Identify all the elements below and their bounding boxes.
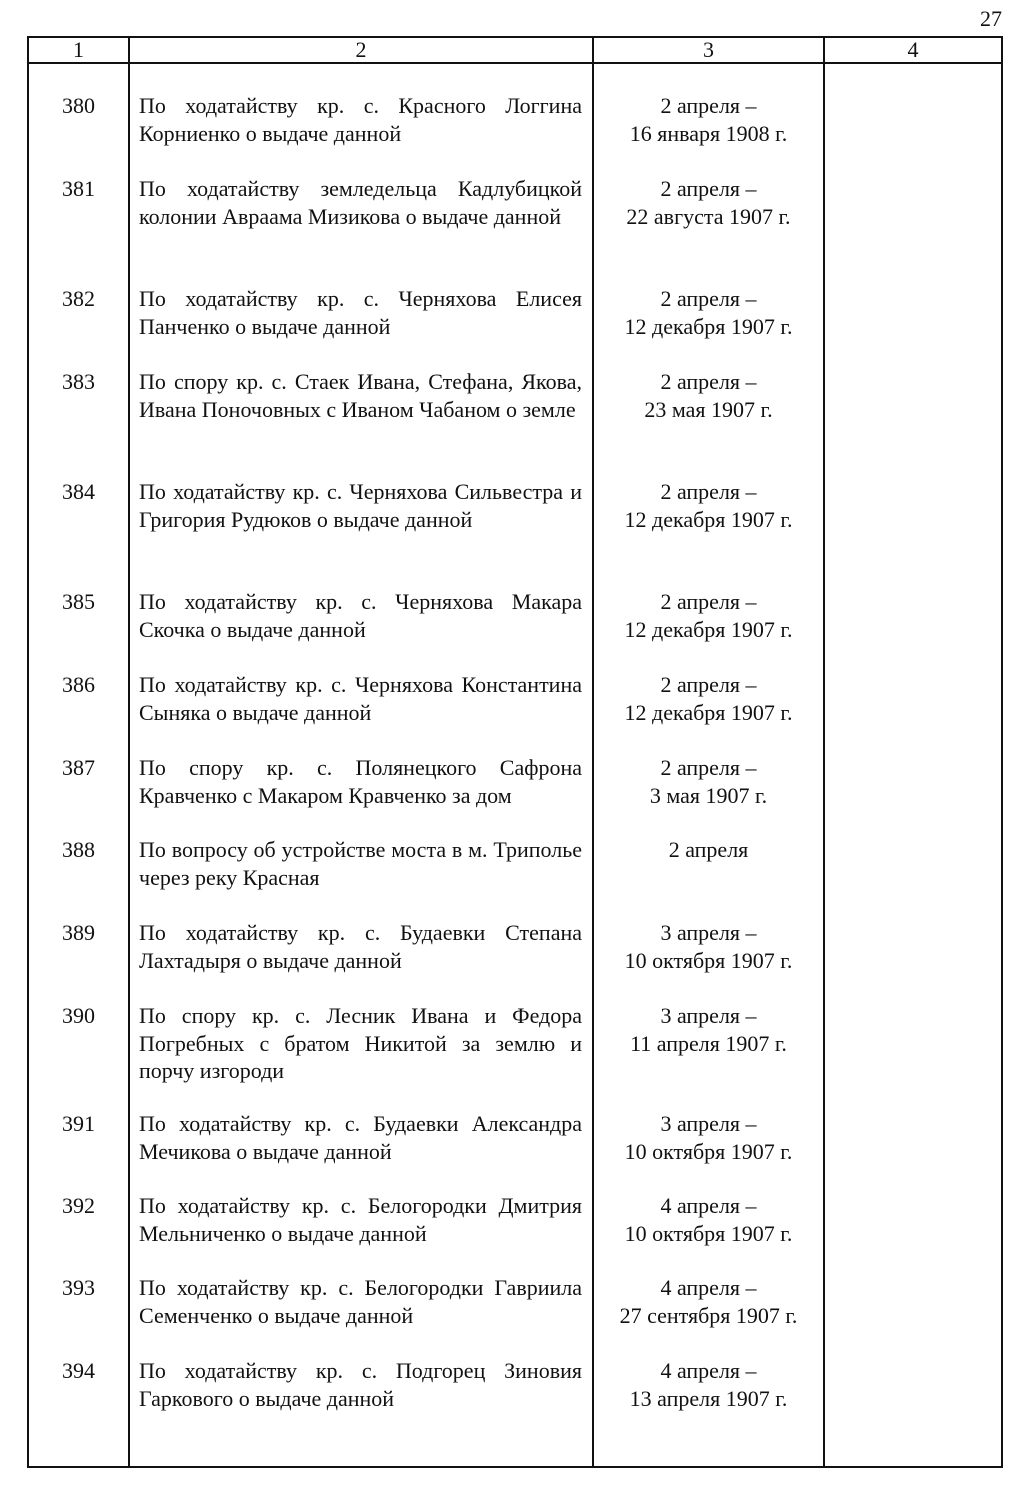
register-table xyxy=(27,36,1003,1468)
row-number: 390 xyxy=(62,1003,95,1028)
date-from: 3 апреля – xyxy=(660,920,757,945)
date-from: 2 апреля – xyxy=(660,479,757,504)
row-description: По ходатайству земледельца Кадлубицкой колонии Авраама Мизикова о выдаче данной xyxy=(139,176,582,229)
date-from: 2 апреля – xyxy=(660,286,757,311)
row-date xyxy=(594,285,823,340)
date-to: 10 октября 1907 г. xyxy=(624,1138,793,1164)
row-number: 383 xyxy=(62,369,95,394)
date-to: 10 октября 1907 г. xyxy=(624,1220,793,1246)
row-description: По ходатайству кр. с. Черняхова Елисея Панченко о выдаче данной xyxy=(139,286,582,339)
row-number: 385 xyxy=(62,589,95,614)
date-to: 16 января 1908 г. xyxy=(629,120,788,146)
date-from: 3 апреля – xyxy=(660,1003,757,1028)
column-divider xyxy=(823,38,825,1466)
row-date xyxy=(594,1357,823,1412)
row-description: По ходатайству кр. с. Черняхова Макара Скочка о выдаче данной xyxy=(139,589,582,642)
row-number: 380 xyxy=(62,93,95,118)
row-description: По спору кр. с. Лесник Ивана и Федора Погребных с братом Никитой за землю и порчу изгороди xyxy=(139,1003,582,1083)
date-from: 2 апреля – xyxy=(660,176,757,201)
row-number: 386 xyxy=(62,672,95,697)
date-to: 22 августа 1907 г. xyxy=(626,203,791,229)
date-from: 2 апреля xyxy=(668,837,749,862)
row-number: 393 xyxy=(62,1275,95,1300)
row-number: 394 xyxy=(62,1358,95,1383)
row-date xyxy=(594,175,823,230)
page-number: 27 xyxy=(980,6,1002,31)
row-date xyxy=(594,1110,823,1165)
header-divider xyxy=(29,62,1001,64)
row-number: 381 xyxy=(62,176,95,201)
date-from: 2 апреля – xyxy=(660,672,757,697)
row-date xyxy=(594,92,823,147)
row-date xyxy=(594,919,823,974)
date-to: 12 декабря 1907 г. xyxy=(624,699,793,725)
row-description: По ходатайству кр. с. Будаевки Александра Мечикова о выдаче данной xyxy=(139,1111,582,1164)
row-date xyxy=(594,836,823,864)
date-to: 13 апреля 1907 г. xyxy=(629,1385,788,1411)
row-description: По ходатайству кр. с. Красного Логгина Корниенко о выдаче данной xyxy=(139,93,582,146)
column-header-3: 3 xyxy=(703,37,714,62)
date-to: 3 мая 1907 г. xyxy=(649,782,768,808)
date-from: 2 апреля – xyxy=(660,369,757,394)
row-number: 389 xyxy=(62,920,95,945)
row-date xyxy=(594,368,823,423)
row-date xyxy=(594,671,823,726)
row-description: По вопросу об устройстве моста в м. Триполье через реку Красная xyxy=(139,837,582,890)
date-from: 4 апреля – xyxy=(660,1193,757,1218)
column-divider xyxy=(128,38,130,1466)
row-date xyxy=(594,1002,823,1057)
date-from: 3 апреля – xyxy=(660,1111,757,1136)
row-description: По ходатайству кр. с. Черняхова Константина Сыняка о выдаче данной xyxy=(139,672,582,725)
row-number: 384 xyxy=(62,479,95,504)
row-date xyxy=(594,1274,823,1329)
date-to: 11 апреля 1907 г. xyxy=(630,1030,787,1056)
date-to: 12 декабря 1907 г. xyxy=(624,616,793,642)
row-description: По ходатайству кр. с. Подгорец Зиновия Гаркового о выдаче данной xyxy=(139,1358,582,1411)
row-date xyxy=(594,1192,823,1247)
row-description: По спору кр. с. Стаек Ивана, Стефана, Якова, Ивана Поночовных с Иваном Чабаном о земле xyxy=(139,369,582,422)
date-from: 4 апреля – xyxy=(660,1275,757,1300)
date-from: 2 апреля – xyxy=(660,93,757,118)
row-description: По ходатайству кр. с. Белогородки Дмитрия Мельниченко о выдаче данной xyxy=(139,1193,582,1246)
date-from: 2 апреля – xyxy=(660,589,757,614)
date-to: 27 сентября 1907 г. xyxy=(619,1302,798,1328)
date-from: 2 апреля – xyxy=(660,755,757,780)
column-header-4: 4 xyxy=(907,37,919,62)
row-number: 387 xyxy=(62,755,95,780)
column-header-2: 2 xyxy=(355,37,367,62)
date-to: 12 декабря 1907 г. xyxy=(624,506,793,532)
row-description: По ходатайству кр. с. Черняхова Сильвестра и Григория Рудюков о выдаче данной xyxy=(139,479,582,532)
date-to: 23 мая 1907 г. xyxy=(644,396,773,422)
row-number: 388 xyxy=(62,837,95,862)
row-description: По спору кр. с. Полянецкого Сафрона Кравченко с Макаром Кравченко за дом xyxy=(139,755,582,808)
row-date xyxy=(594,754,823,809)
row-date xyxy=(594,588,823,643)
row-description: По ходатайству кр. с. Белогородки Гавриила Семенченко о выдаче данной xyxy=(139,1275,582,1328)
row-number: 392 xyxy=(62,1193,95,1218)
date-from: 4 апреля – xyxy=(660,1358,757,1383)
column-header-1: 1 xyxy=(73,37,84,62)
date-to: 12 декабря 1907 г. xyxy=(624,313,793,339)
row-description: По ходатайству кр. с. Будаевки Степана Лахтадыря о выдаче данной xyxy=(139,920,582,973)
date-to: 10 октября 1907 г. xyxy=(624,947,793,973)
row-number: 382 xyxy=(62,286,95,311)
row-date xyxy=(594,478,823,533)
column-divider xyxy=(592,38,594,1466)
row-number: 391 xyxy=(62,1111,95,1136)
